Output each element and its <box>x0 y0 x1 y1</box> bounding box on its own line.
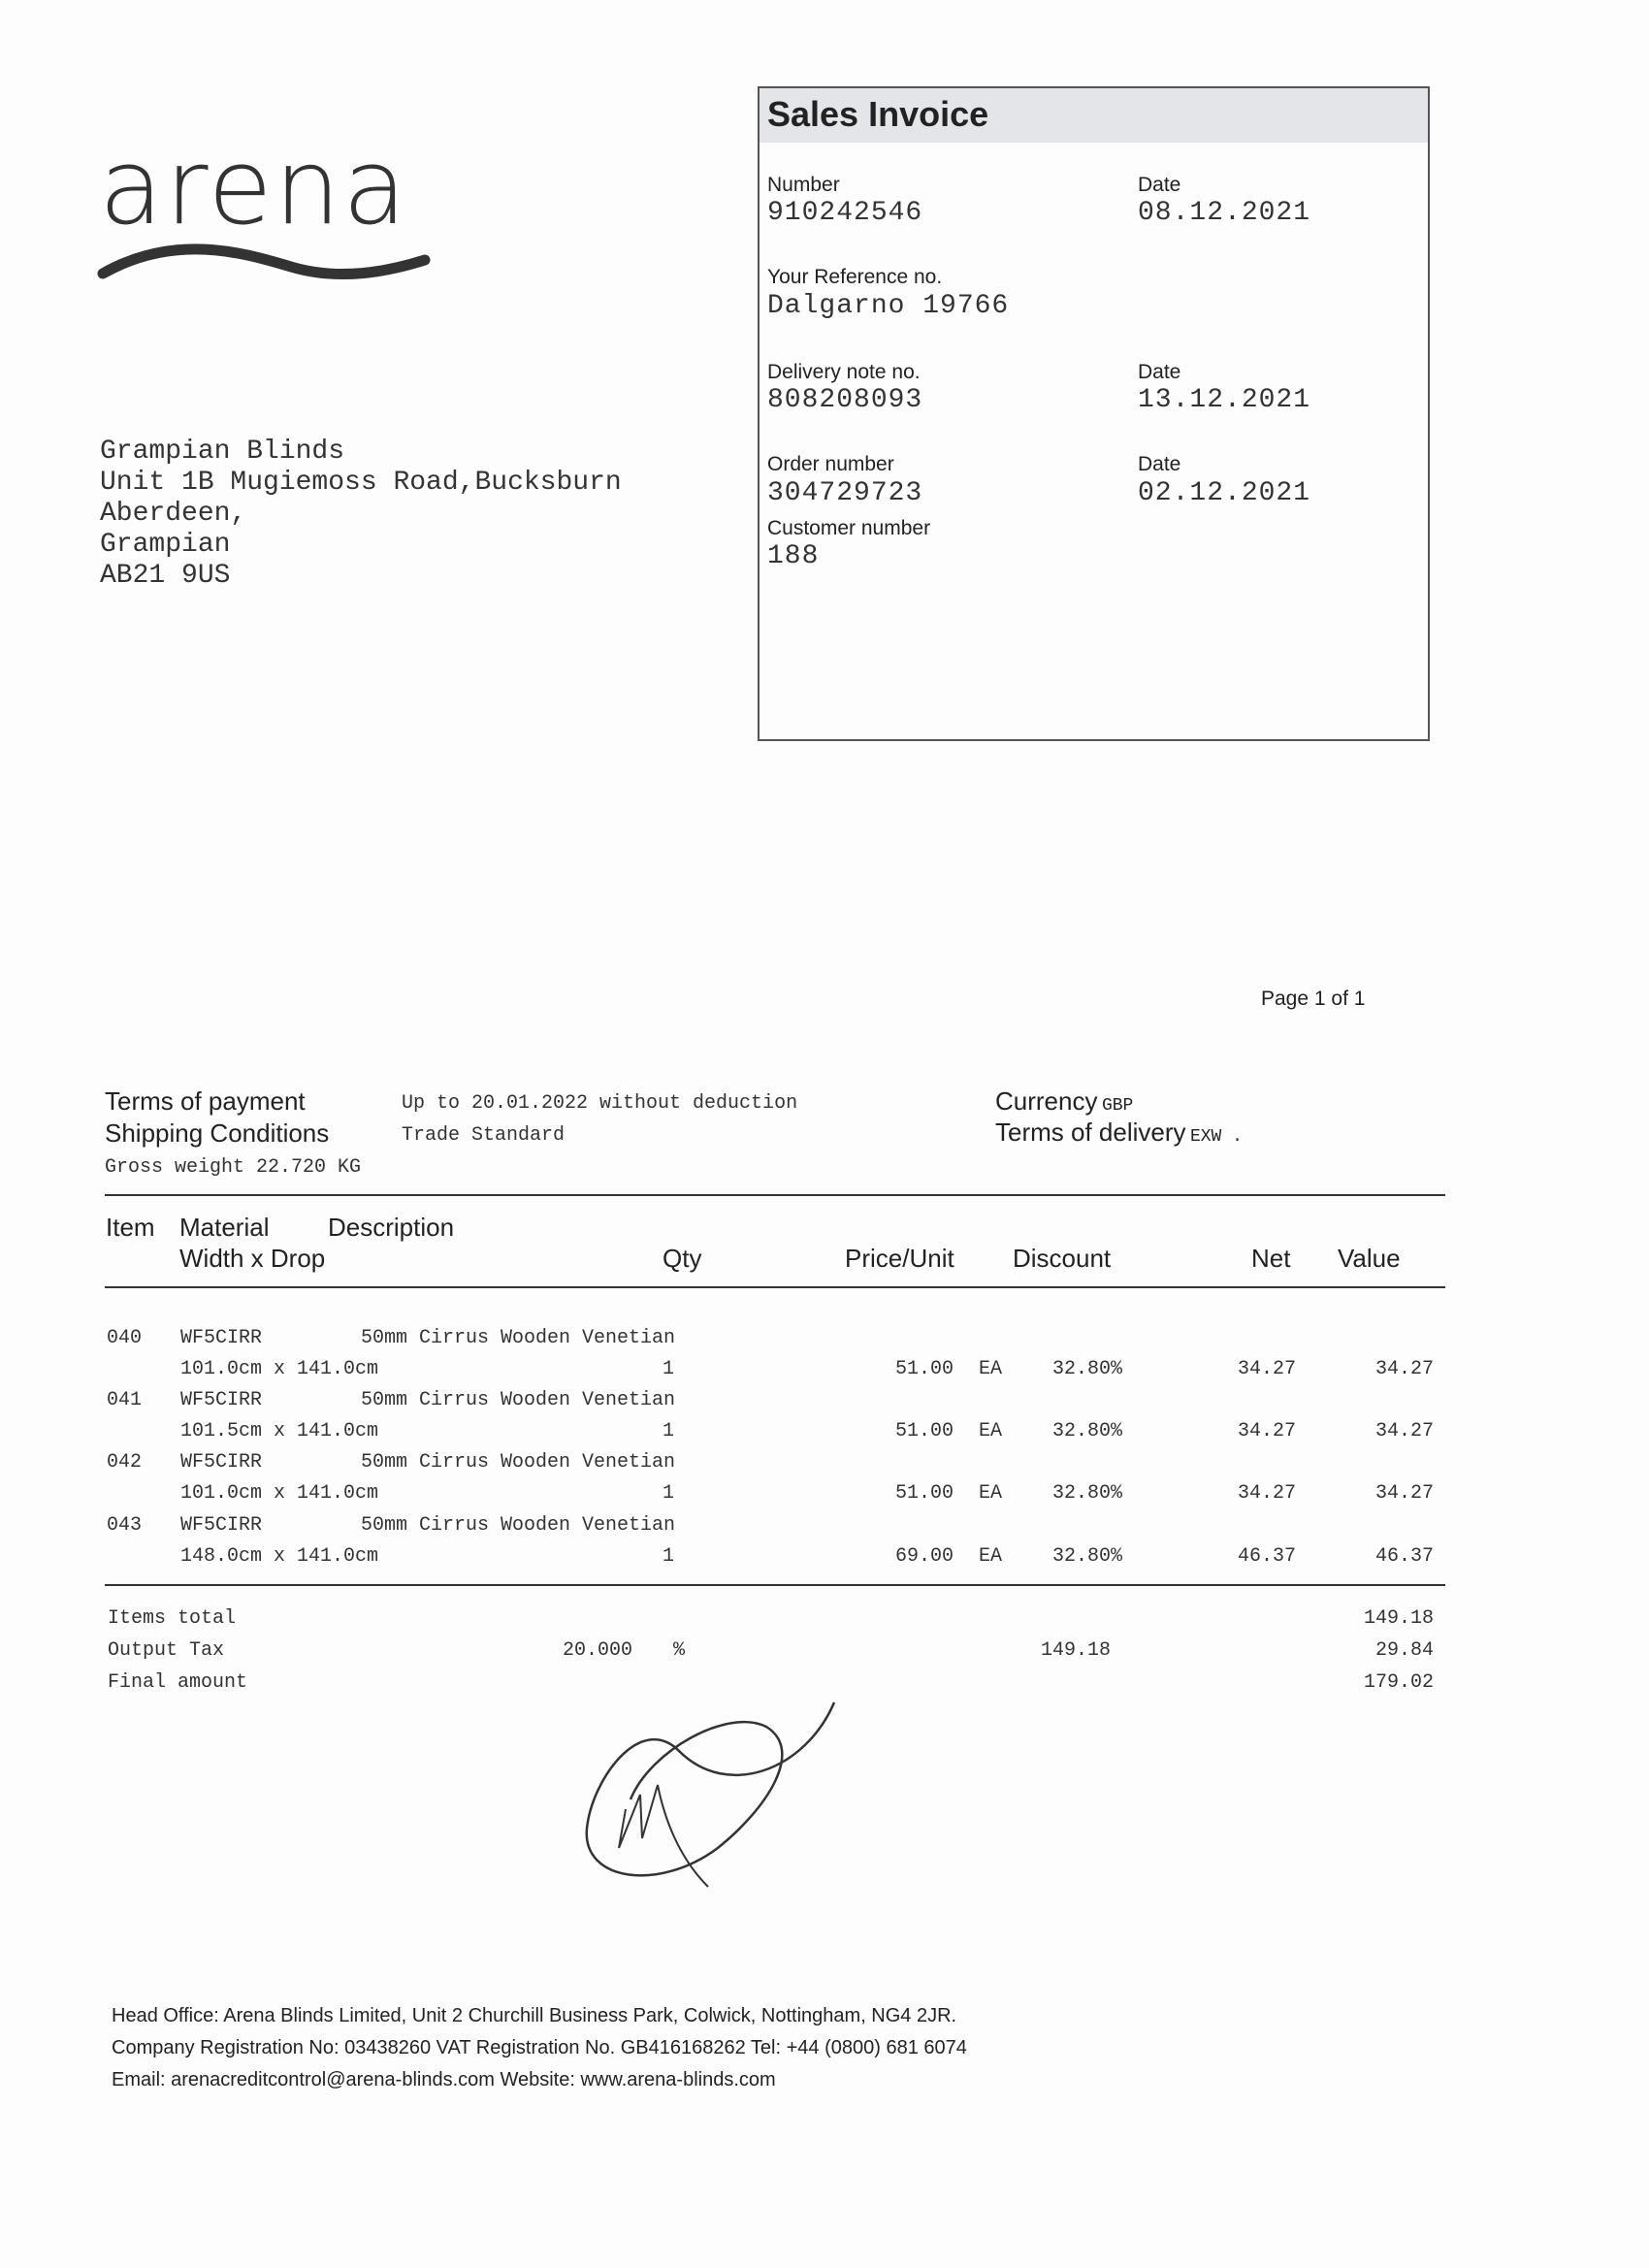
delivery-note-label: Delivery note no. <box>767 361 921 383</box>
arena-logo <box>97 136 432 291</box>
item-number: 042 <box>107 1451 143 1474</box>
delivery-terms <box>995 1118 1243 1148</box>
item-material: WF5CIRR <box>180 1514 263 1537</box>
order-date-label: Date <box>1138 453 1181 475</box>
item-number: 041 <box>107 1389 143 1411</box>
item-material: WF5CIRR <box>180 1451 263 1474</box>
item-price: 51.00 <box>894 1482 954 1505</box>
col-description: Description <box>328 1213 455 1242</box>
invoice-date: 08.12.2021 <box>1138 198 1311 228</box>
tax-label: Output Tax <box>108 1639 225 1662</box>
item-qty: 1 <box>662 1482 674 1505</box>
address-line: Aberdeen, <box>100 499 247 529</box>
item-description: 50mm Cirrus Wooden Venetian <box>361 1514 676 1537</box>
item-price: 51.00 <box>894 1420 954 1442</box>
tax-percent: % <box>673 1639 686 1662</box>
tax-rate: 20.000 <box>562 1639 632 1662</box>
shipping-label: Shipping Conditions <box>105 1118 330 1148</box>
footer-address: Head Office: Arena Blinds Limited, Unit 2 Churchill Business Park, Colwick, Nottingham, NG4 2JR. <box>112 2005 957 2026</box>
items-total-label: Items total <box>108 1607 237 1630</box>
divider <box>105 1194 1445 1196</box>
item-unit: EA <box>979 1358 1003 1380</box>
address-line: Grampian <box>100 530 231 560</box>
delivery-terms-label: Terms of delivery <box>995 1118 1186 1147</box>
payment-terms-label: Terms of payment <box>105 1086 306 1116</box>
item-unit: EA <box>979 1482 1003 1505</box>
delivery-date-label: Date <box>1138 361 1181 383</box>
item-net: 46.37 <box>1237 1545 1296 1568</box>
invoice-title: Sales Invoice <box>767 94 989 134</box>
item-discount: 32.80% <box>1051 1358 1122 1380</box>
number-label: Number <box>767 174 840 196</box>
item-material: WF5CIRR <box>180 1389 263 1411</box>
address-line: Unit 1B Mugiemoss Road,Bucksburn <box>100 468 622 498</box>
item-number: 040 <box>107 1327 143 1349</box>
payment-terms-value: Up to 20.01.2022 without deduction <box>402 1092 798 1115</box>
item-size: 101.5cm x 141.0cm <box>180 1420 379 1442</box>
col-value: Value <box>1338 1244 1401 1273</box>
divider <box>105 1584 1445 1586</box>
date-label: Date <box>1138 174 1181 196</box>
delivery-date-value: 13.12.2021 <box>1138 385 1311 415</box>
item-qty: 1 <box>662 1358 674 1380</box>
item-net: 34.27 <box>1237 1420 1296 1442</box>
address-line: Grampian Blinds <box>100 437 345 467</box>
delivery-note-value: 808208093 <box>767 385 923 415</box>
col-material: Material <box>179 1213 270 1242</box>
col-width-drop: Width x Drop <box>179 1244 326 1273</box>
page-number: Page 1 of 1 <box>1261 988 1366 1010</box>
signature <box>572 1693 844 1896</box>
tax-base: 149.18 <box>1040 1639 1111 1662</box>
gross-weight: Gross weight 22.720 KG <box>105 1156 362 1179</box>
order-date-value: 02.12.2021 <box>1138 478 1311 508</box>
item-value: 34.27 <box>1374 1482 1434 1505</box>
item-price: 69.00 <box>894 1545 954 1568</box>
tax-value: 29.84 <box>1374 1639 1434 1662</box>
delivery-terms-value: EXW . <box>1189 1127 1243 1147</box>
currency-label: Currency <box>995 1086 1098 1116</box>
item-net: 34.27 <box>1237 1358 1296 1380</box>
invoice-details-box <box>758 86 1430 741</box>
item-discount: 32.80% <box>1051 1482 1122 1505</box>
col-qty: Qty <box>663 1244 702 1273</box>
item-price: 51.00 <box>894 1358 954 1380</box>
item-qty: 1 <box>662 1420 674 1442</box>
item-description: 50mm Cirrus Wooden Venetian <box>361 1389 676 1411</box>
item-size: 101.0cm x 141.0cm <box>180 1358 379 1380</box>
order-value: 304729723 <box>767 478 923 508</box>
customer-value: 188 <box>767 541 820 571</box>
item-discount: 32.80% <box>1051 1545 1122 1568</box>
item-net: 34.27 <box>1237 1482 1296 1505</box>
footer-contact: Email: arenacreditcontrol@arena-blinds.com Website: www.arena-blinds.com <box>112 2069 776 2090</box>
currency-value: GBP <box>1101 1096 1134 1116</box>
item-description: 50mm Cirrus Wooden Venetian <box>361 1327 676 1349</box>
invoice-number: 910242546 <box>767 198 923 228</box>
item-number: 043 <box>107 1514 143 1537</box>
col-price-unit: Price/Unit <box>845 1244 954 1273</box>
items-total-value: 149.18 <box>1363 1607 1434 1630</box>
final-amount-value: 179.02 <box>1363 1671 1434 1694</box>
item-qty: 1 <box>662 1545 674 1568</box>
col-net: Net <box>1251 1244 1291 1273</box>
footer-registration: Company Registration No: 03438260 VAT Registration No. GB416168262 Tel: +44 (0800) 681 6074 <box>112 2037 967 2058</box>
item-description: 50mm Cirrus Wooden Venetian <box>361 1451 676 1474</box>
item-unit: EA <box>979 1420 1003 1442</box>
item-value: 34.27 <box>1374 1358 1434 1380</box>
shipping-value: Trade Standard <box>402 1124 566 1147</box>
reference-value: Dalgarno 19766 <box>767 291 1010 321</box>
customer-label: Customer number <box>767 517 931 539</box>
col-item: Item <box>106 1213 155 1242</box>
final-amount-label: Final amount <box>108 1671 248 1694</box>
address-line: AB21 9US <box>100 561 231 591</box>
currency <box>995 1086 1133 1117</box>
item-value: 46.37 <box>1374 1545 1434 1568</box>
item-material: WF5CIRR <box>180 1327 263 1349</box>
col-discount: Discount <box>1013 1244 1112 1273</box>
divider <box>105 1286 1445 1288</box>
item-discount: 32.80% <box>1051 1420 1122 1442</box>
item-value: 34.27 <box>1374 1420 1434 1442</box>
order-label: Order number <box>767 453 894 475</box>
item-size: 101.0cm x 141.0cm <box>180 1482 379 1505</box>
item-unit: EA <box>979 1545 1003 1568</box>
svg-text:arena: arena <box>99 136 409 248</box>
item-size: 148.0cm x 141.0cm <box>180 1545 379 1568</box>
reference-label: Your Reference no. <box>767 266 943 288</box>
